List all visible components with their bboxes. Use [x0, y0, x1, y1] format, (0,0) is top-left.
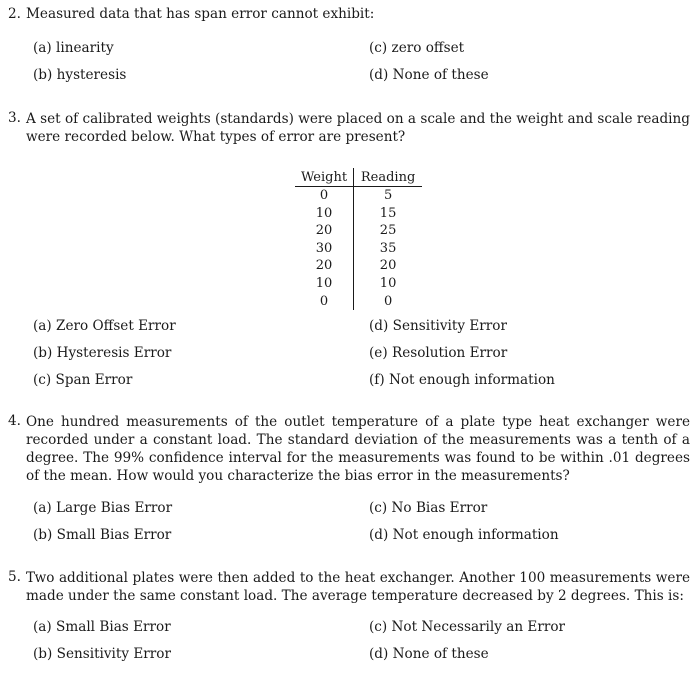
question-4-option-d: (d) Not enough information [369, 527, 559, 543]
question-5-number: 5. [8, 569, 21, 585]
question-4-option-c: (c) No Bias Error [369, 500, 488, 516]
reading-cell: 0 [383, 293, 393, 309]
weight-cell: 10 [295, 275, 354, 293]
question-3-option-e: (e) Resolution Error [369, 345, 508, 361]
table-row [295, 222, 422, 240]
table-row [295, 293, 422, 311]
question-3-option-f: (f) Not enough information [369, 372, 555, 388]
weight-reading-table [295, 168, 422, 310]
reading-header: Reading [354, 168, 423, 187]
table-row [295, 240, 422, 258]
question-3-option-a: (a) Zero Offset Error [33, 318, 176, 334]
question-3-text: A set of calibrated weights (standards) were placed on a scale and the weight and scale reading were recorded below. What types of error are present? [26, 111, 690, 145]
weight-header: Weight [295, 168, 354, 187]
weight-cell: 20 [295, 257, 354, 275]
question-3-option-b: (b) Hysteresis Error [33, 345, 172, 361]
table-row [295, 187, 422, 205]
question-5-option-d: (d) None of these [369, 646, 489, 662]
reading-cell: 15 [379, 205, 397, 221]
reading-cell: 10 [379, 275, 397, 291]
question-2-option-b: (b) hysteresis [33, 67, 127, 83]
reading-cell: 20 [379, 258, 397, 274]
table-row [295, 257, 422, 275]
reading-cell: 35 [379, 240, 397, 256]
weight-cell: 30 [295, 240, 354, 258]
question-2-option-c: (c) zero offset [369, 40, 465, 56]
question-5-option-c: (c) Not Necessarily an Error [369, 619, 566, 635]
question-4-number: 4. [8, 413, 21, 429]
question-5-text: Two additional plates were then added to the heat exchanger. Another 100 measurements were made under the same constant load. The average temperature decreased by 2 degrees. This is: [26, 570, 690, 604]
weight-cell: 10 [295, 205, 354, 223]
weight-cell: 20 [295, 222, 354, 240]
question-5-option-a: (a) Small Bias Error [33, 619, 171, 635]
weight-cell: 0 [295, 293, 354, 311]
question-4-option-b: (b) Small Bias Error [33, 527, 172, 543]
reading-cell: 5 [383, 188, 393, 203]
question-2-option-d: (d) None of these [369, 67, 489, 83]
weight-cell: 0 [295, 187, 354, 205]
question-3-number: 3. [8, 110, 21, 126]
question-3-option-d: (d) Sensitivity Error [369, 318, 507, 334]
table-row [295, 275, 422, 293]
reading-cell: 25 [379, 223, 397, 239]
table-row [295, 205, 422, 223]
question-5-option-b: (b) Sensitivity Error [33, 646, 171, 662]
question-4-text: One hundred measurements of the outlet temperature of a plate type heat exchanger were recorded under a constant load. The standard deviation of the measurements was a tenth of a degree. The 99% confidence interval for the measurements was found to be within .01 degrees of the mean. How would you characterize the bias error in the measurements? [26, 414, 690, 484]
question-2-option-a: (a) linearity [33, 40, 114, 56]
question-4-option-a: (a) Large Bias Error [33, 500, 173, 516]
question-2-number: 2. [8, 6, 21, 22]
question-2-text: Measured data that has span error cannot exhibit: [26, 6, 375, 22]
question-3-option-c: (c) Span Error [33, 372, 133, 388]
